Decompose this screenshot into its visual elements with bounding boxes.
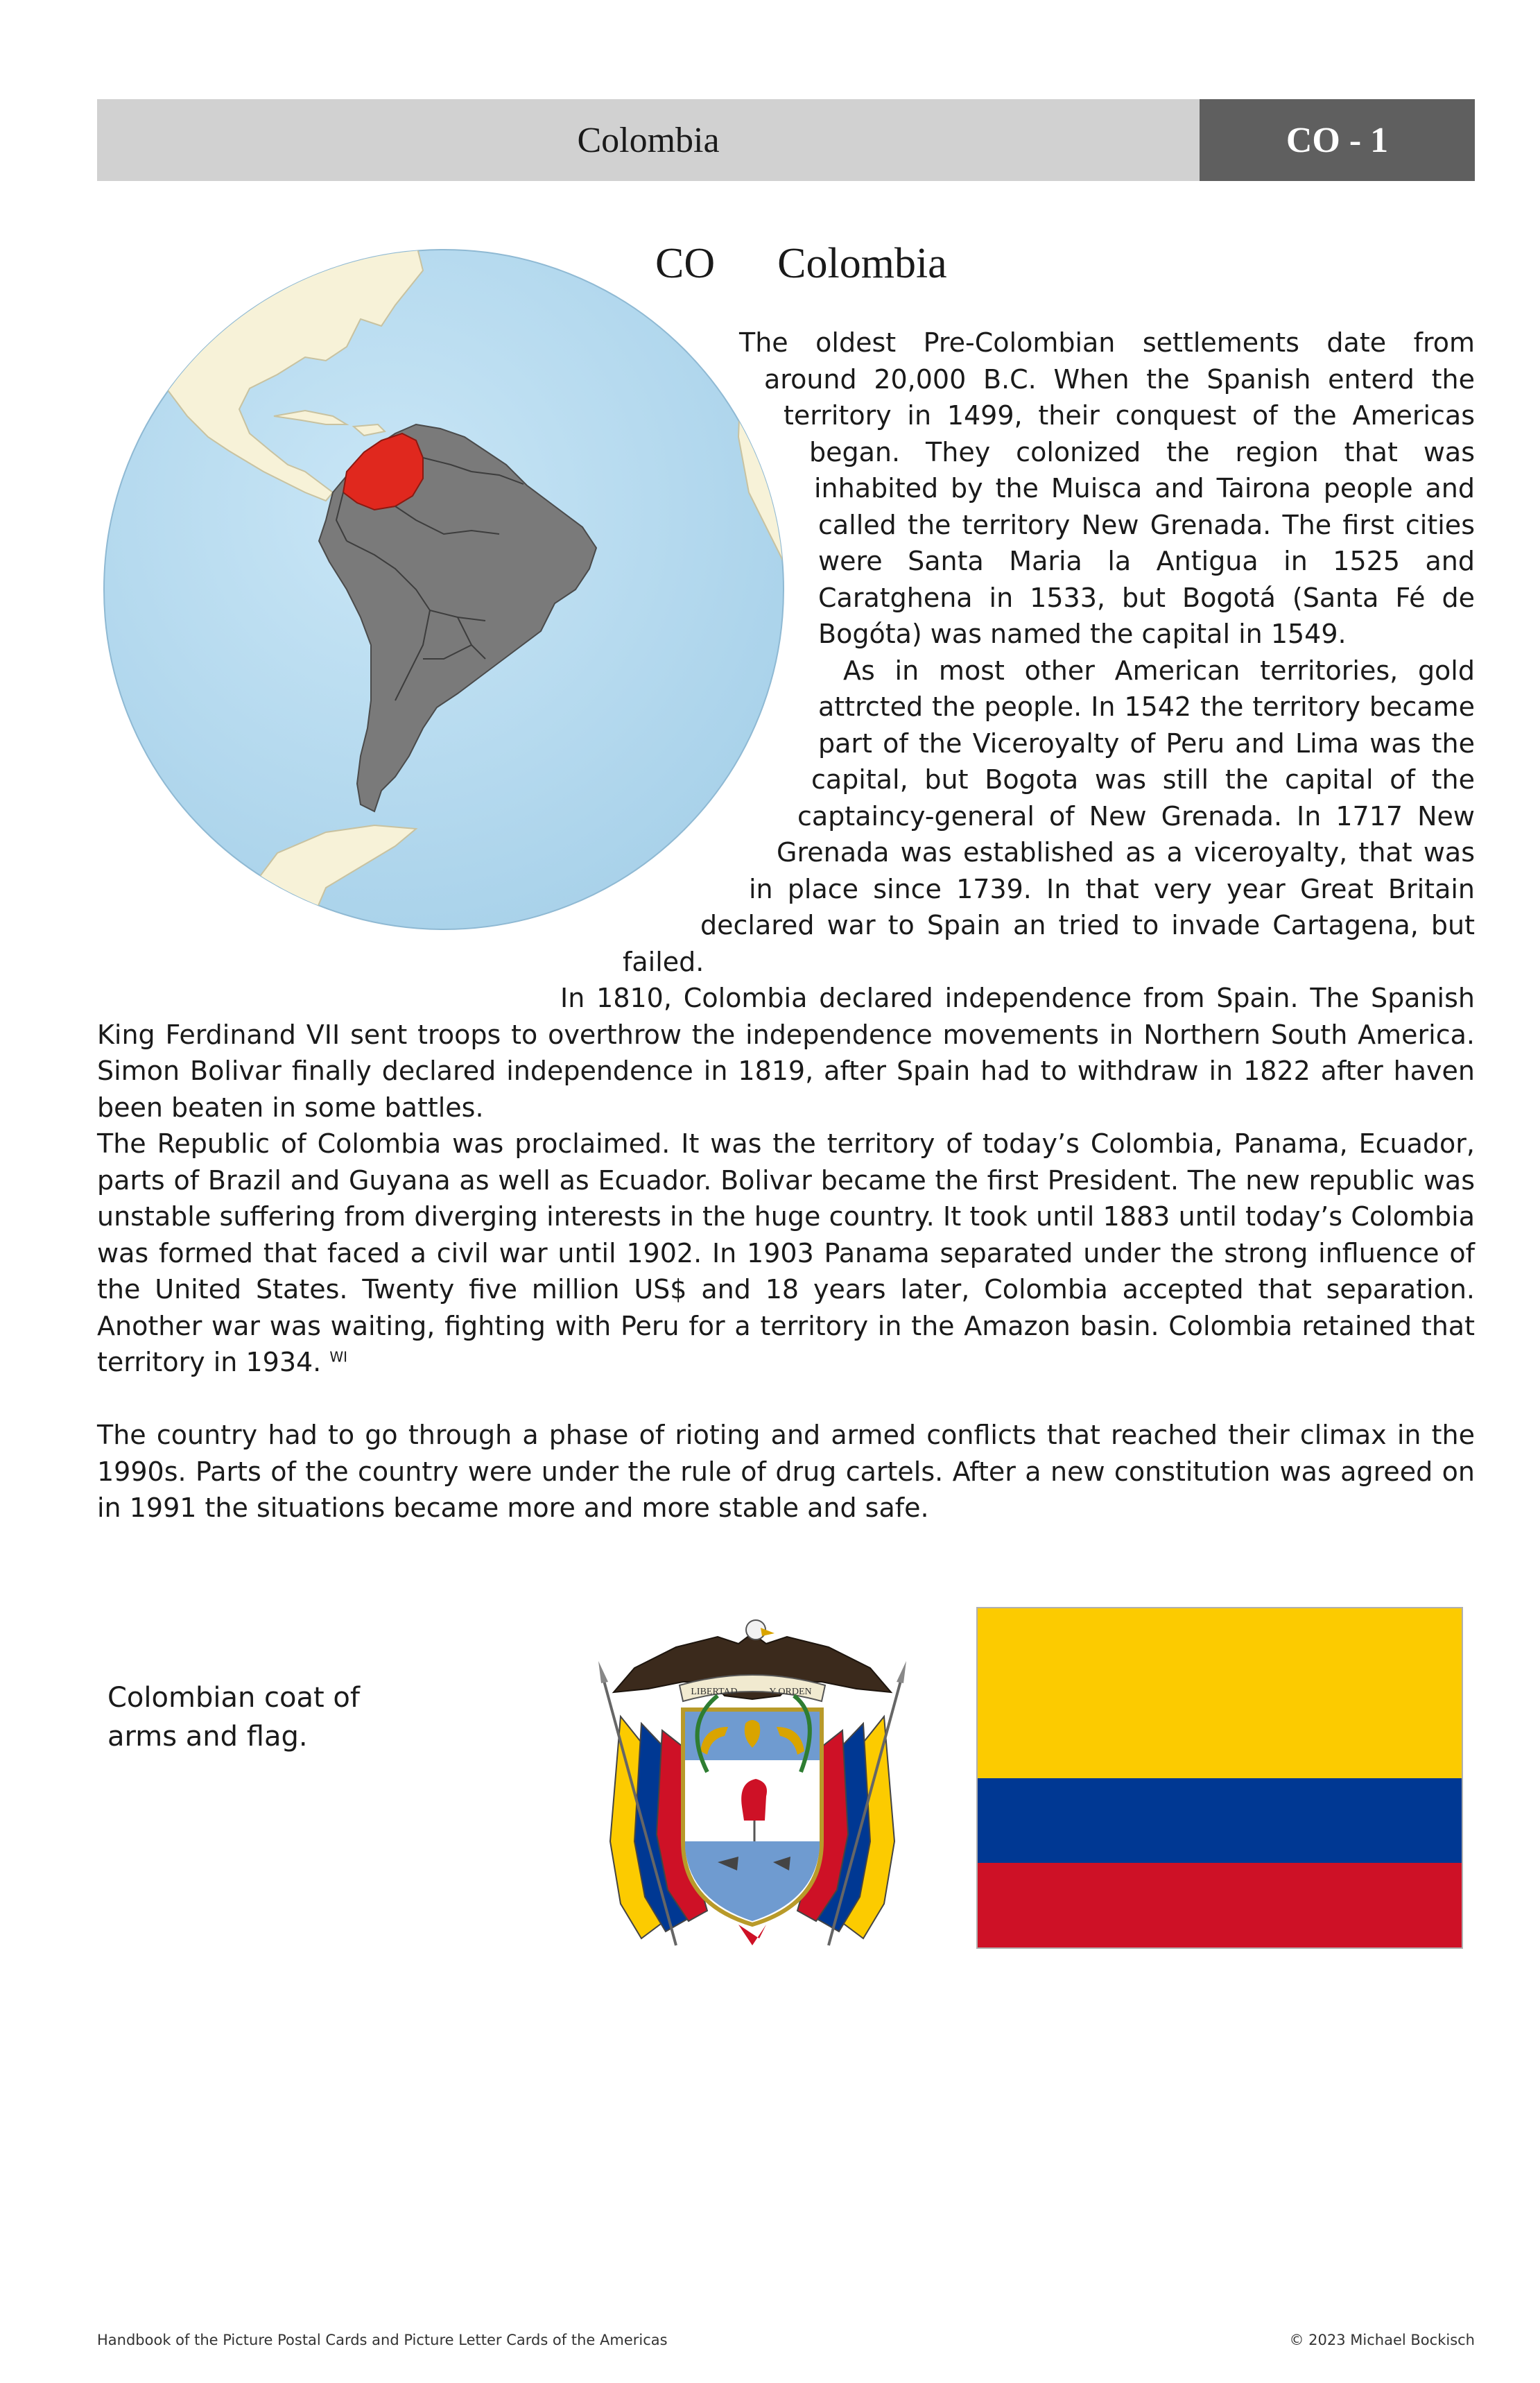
footer-left: Handbook of the Picture Postal Cards and Picture Letter Cards of the Americas	[97, 2332, 668, 2348]
ribbon-right-text: Y ORDEN	[769, 1687, 812, 1697]
paragraph-4	[97, 1126, 1475, 1381]
paragraph-3: In 1810, Colombia declared independence from Spain. The Spanish King Ferdinand VII sent troops to overthrow the independence movements in Northern South America. Simon Bolivar finally declared independence in 1819, after Spain had to withdraw in 1822 after haven been beaten in some battles.	[97, 983, 1475, 1123]
paragraph-1: The oldest Pre-Colombian settlements date from around 20,000 B.C. When the Spanish enterd the territory in 1499, their conquest of the Americas began. They colonized the region that was inhabited by the Muisca and Tairona people and called the territory New Grenada. The first cities were Santa Maria la Antigua in 1525 and Caratghena in 1533, but Bogotá (Santa Fé de Bogóta) was named the capital in 1549.	[739, 327, 1475, 649]
header-bar	[97, 99, 1475, 181]
phrygian-cap	[741, 1779, 767, 1821]
article-body	[97, 325, 1475, 1526]
country-code: CO	[655, 239, 716, 287]
paragraph-4-text: The Republic of Colombia was proclaimed. It was the territory of today’s Colombia, Panama, Ecuador, parts of Brazil and Guyana as well as Ecuador. Bolivar became the first President. The new republic was unstable suffering from diverging interests in the huge country. It took until 1883 until today’s Colombia was formed that faced a civil war until 1902. In 1903 Panama separated under the strong influence of the United States. Twenty five million US$ and 18 years later, Colombia accepted that separation. Another war was waiting, fighting with Peru for a territory in the Amazon basin. Colombia retained that territory in 1934.	[97, 1128, 1475, 1377]
ribbon-left-text: LIBERTAD	[691, 1687, 738, 1697]
paragraph-5: The country had to go through a phase of rioting and armed conflicts that reached their climax in the 1990s. Parts of the country were under the rule of drug cartels. After a new constitution was agreed on in 1991 the situations became more and more stable and safe.	[97, 1420, 1475, 1523]
colombia-flag	[976, 1607, 1463, 1949]
flag-band-red	[978, 1863, 1462, 1947]
source-mark: WI	[329, 1348, 348, 1366]
spear-tip-left	[598, 1661, 608, 1683]
spear-tip-right	[897, 1661, 906, 1683]
country-name: Colombia	[777, 239, 947, 287]
page-title: Colombia	[577, 120, 720, 160]
paragraph-2: As in most other American territories, gold attrcted the people. In 1542 the territory became part of the Viceroyalty of Peru and Lima was the capital, but Bogota was still the capital of the captaincy-general of New Grenada. In 1717 New Grenada was established as a viceroyalty, that was in place since 1739. In that very year Great Britain declared war to Spain an tried to invade Cartagena, but failed.	[623, 655, 1475, 977]
coat-of-arms-image	[579, 1612, 926, 1952]
flag-band-yellow	[978, 1608, 1462, 1778]
page-code-badge: CO - 1	[1200, 99, 1475, 181]
flag-band-blue	[978, 1778, 1462, 1863]
footer-right: © 2023 Michael Bockisch	[1289, 2332, 1475, 2348]
figure-caption: Colombian coat of arms and flag.	[107, 1682, 360, 1753]
country-heading	[655, 236, 947, 291]
